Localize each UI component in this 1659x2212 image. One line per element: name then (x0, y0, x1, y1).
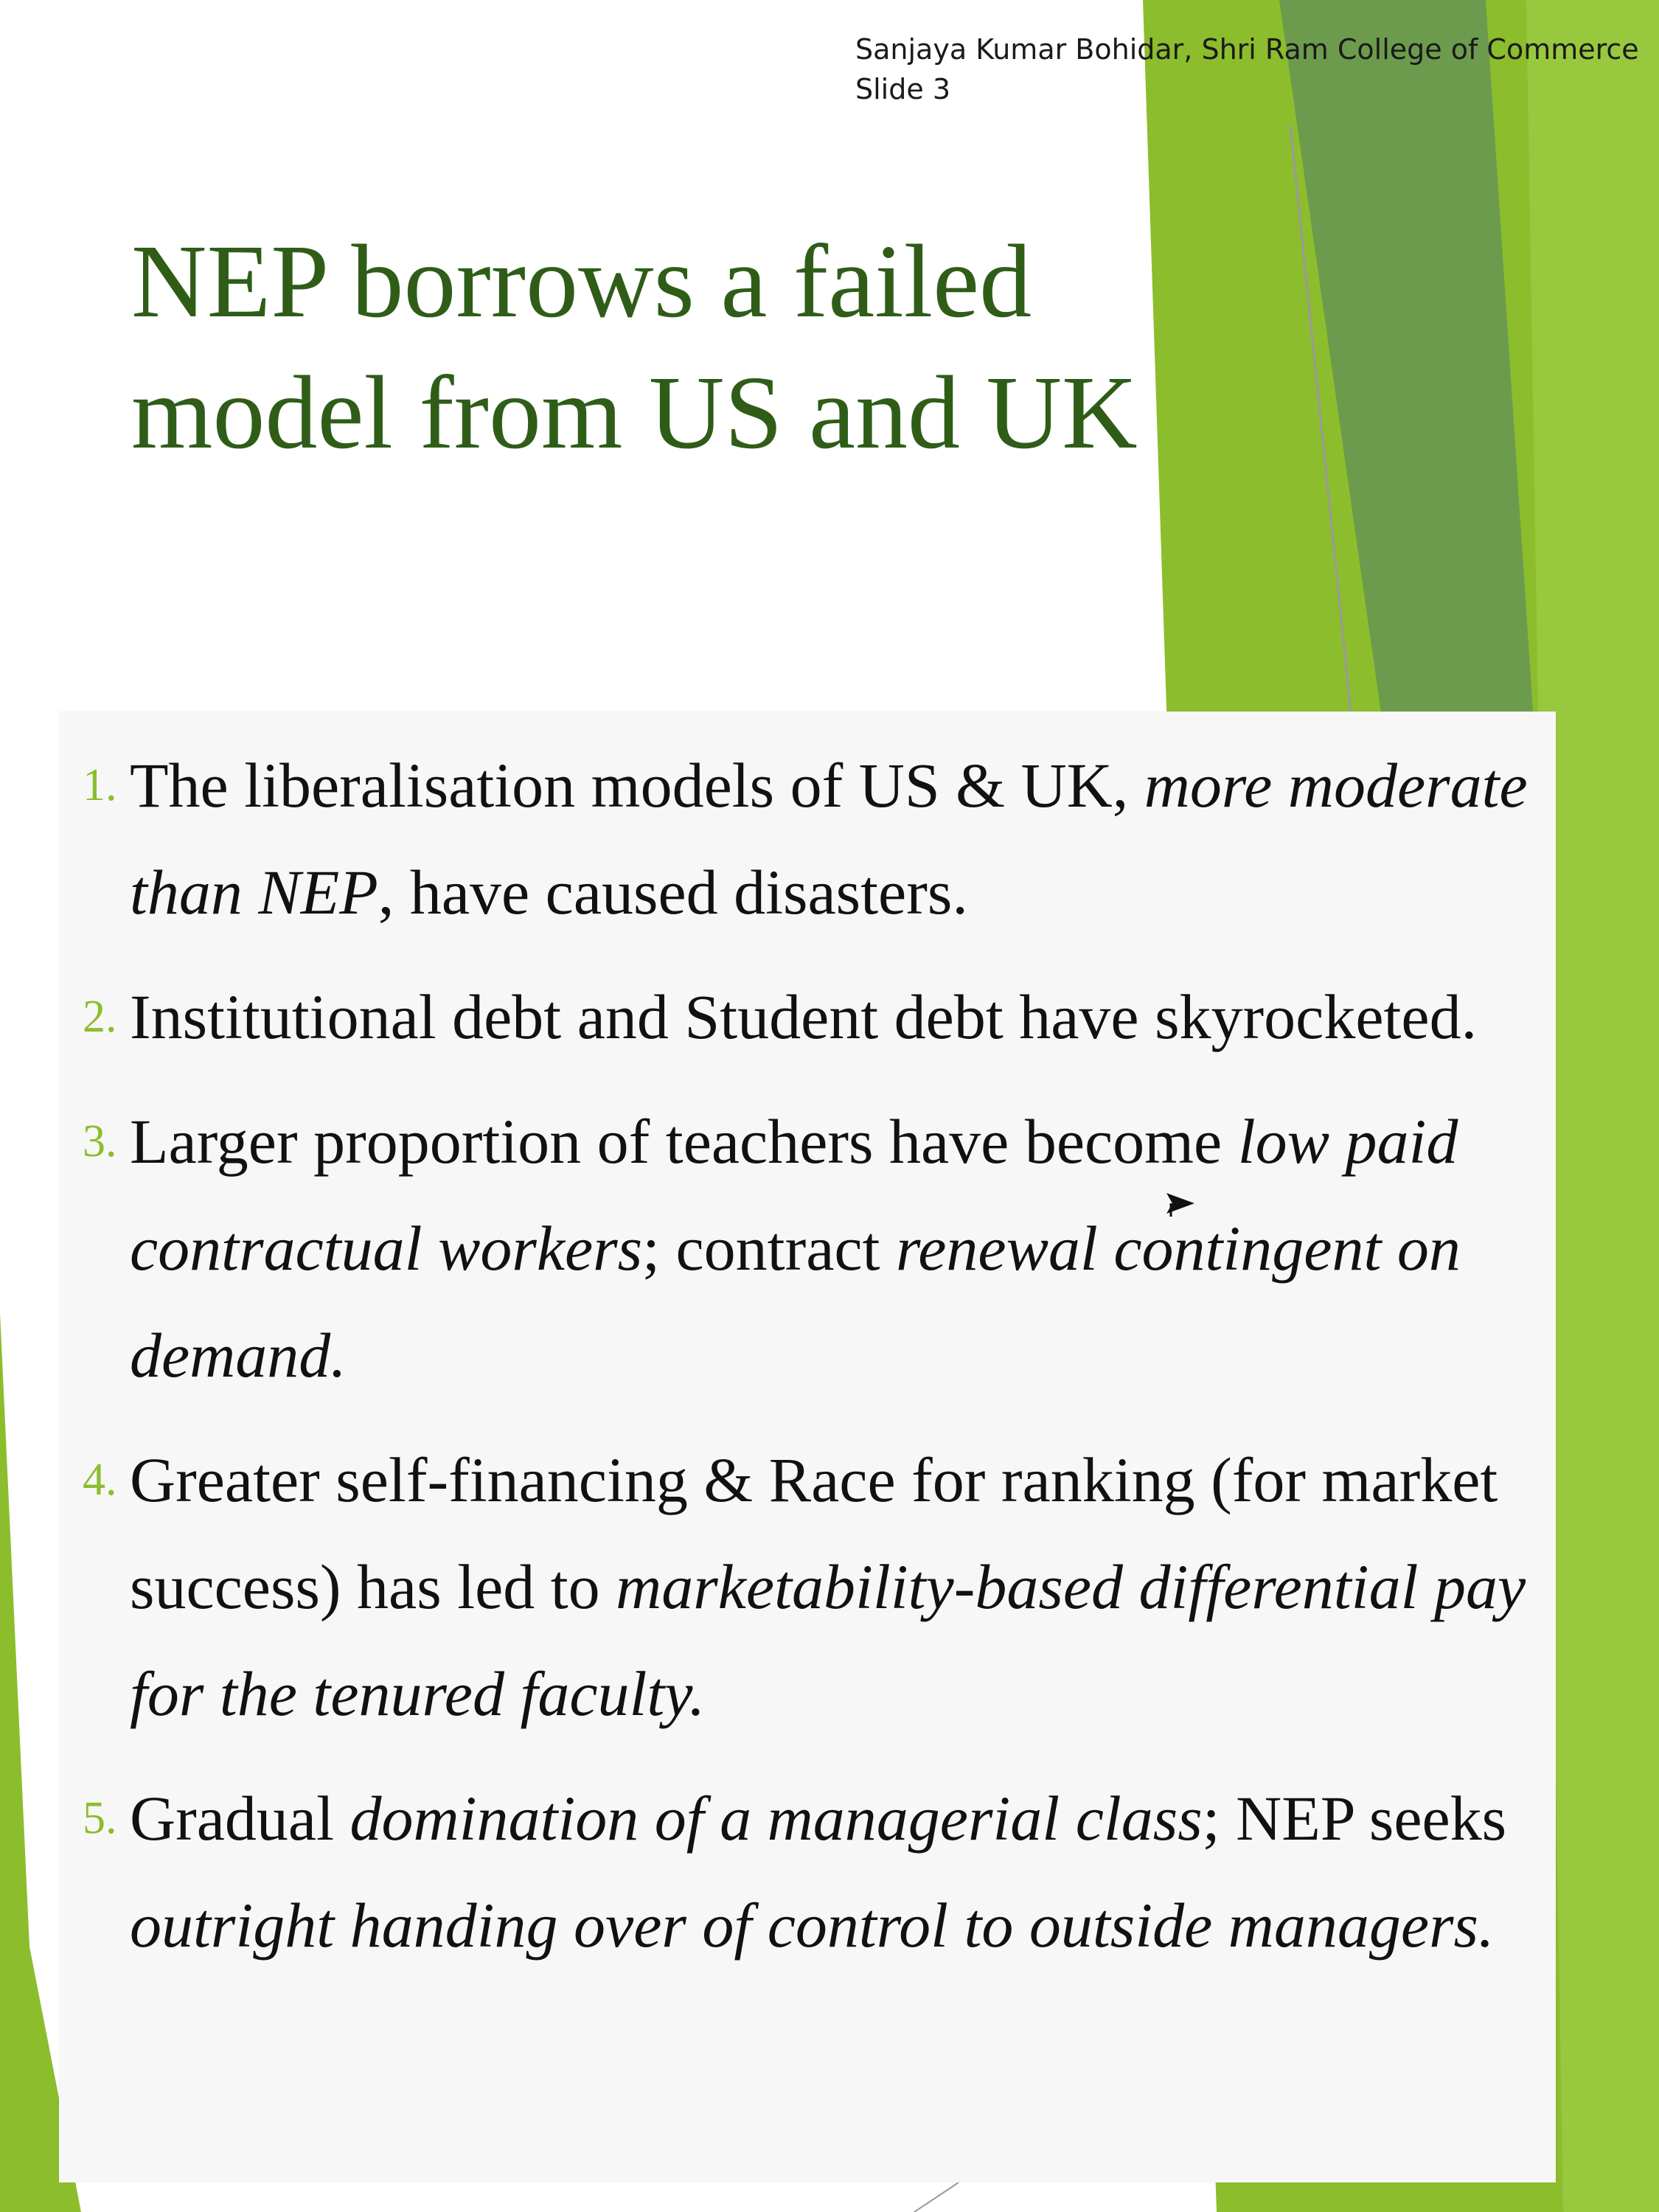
author-line: Sanjaya Kumar Bohidar, Shri Ram College of Commerce (855, 33, 1639, 66)
title-line-2: model from US and UK (131, 354, 1138, 470)
list-number: 1. (83, 760, 117, 810)
point-list (59, 732, 1556, 1997)
slide-number: Slide 3 (855, 73, 950, 105)
point-text-italic: low paid contractual workers (130, 1106, 1458, 1284)
pointer-cursor-icon (1165, 1190, 1197, 1217)
list-item (59, 964, 1556, 1071)
list-item (59, 1088, 1556, 1409)
point-text: ; NEP seeks (1202, 1783, 1507, 1854)
list-number: 5. (83, 1793, 117, 1843)
point-text: , have caused disasters. (378, 857, 968, 928)
point-text: Institutional debt and Student debt have skyrocketed. (130, 981, 1478, 1052)
title-line-1: NEP borrows a failed (131, 223, 1032, 339)
slide-title (131, 215, 1281, 478)
point-text: Gradual (130, 1783, 350, 1854)
decor-line-bottom (914, 2183, 959, 2212)
point-text: Greater self-financing & Race for ranking (for market success) has led to (130, 1444, 1498, 1622)
slide-header-info (855, 29, 1639, 109)
list-item (59, 732, 1556, 946)
content-panel (59, 712, 1556, 2183)
point-text: ; contract (642, 1213, 896, 1284)
point-text-italic: marketability-based differential pay for the tenured faculty. (130, 1551, 1526, 1729)
point-text-italic: renewal contingent on demand. (130, 1213, 1461, 1391)
point-text-italic: outright handing over of control to outside managers. (130, 1890, 1495, 1961)
point-text: Larger proportion of teachers have become (130, 1106, 1238, 1177)
list-number: 2. (83, 992, 117, 1042)
point-text: The liberalisation models of US & UK, (130, 750, 1144, 821)
point-text-italic: domination of a managerial class (349, 1783, 1203, 1854)
list-number: 4. (83, 1455, 117, 1505)
list-number: 3. (83, 1116, 117, 1166)
point-text-italic: more moderate than NEP (130, 750, 1528, 928)
list-item (59, 1765, 1556, 1979)
list-item (59, 1427, 1556, 1747)
